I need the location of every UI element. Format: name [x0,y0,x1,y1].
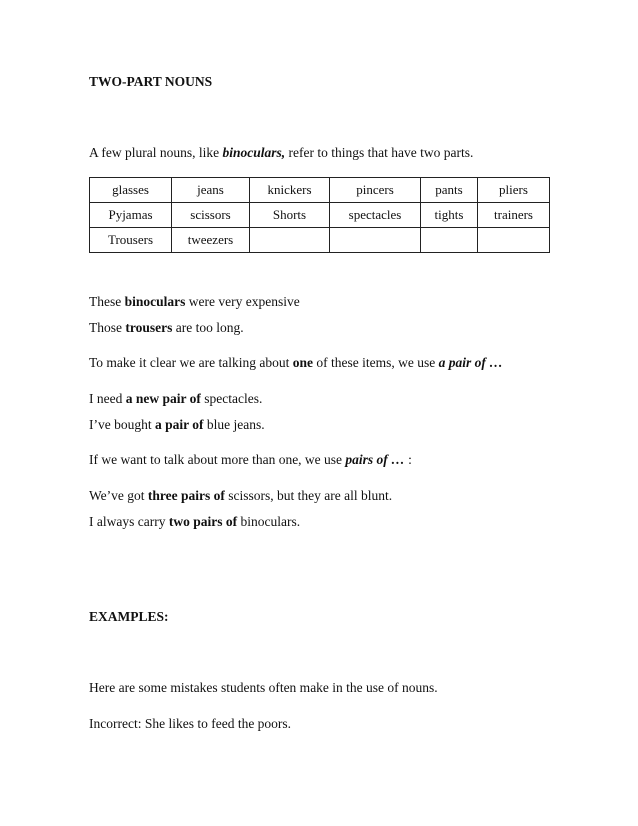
page-title: TWO-PART NOUNS [89,74,213,89]
rule-a-pair-of: To make it clear we are talking about one of these items, we use a pair of … [89,355,503,370]
table-cell: Pyjamas [90,203,172,228]
intro-text-after: refer to things that have two parts. [285,145,474,160]
table-cell: tweezers [172,228,250,253]
examples-heading: EXAMPLES: [89,609,169,624]
rule-emphasis: pairs of … [345,452,405,467]
table-cell: pincers [330,178,421,203]
example-spectacles: I need a new pair of spectacles. [89,391,263,406]
rule-bold: one [292,355,313,370]
example-trousers: Those trousers are too long. [89,320,244,335]
intro-paragraph [89,146,473,160]
table-cell: glasses [90,178,172,203]
example-bold: two pairs of [168,514,238,529]
table-cell: pliers [478,178,550,203]
example-bold: binoculars [124,294,186,309]
table-cell: jeans [172,178,250,203]
example-scissors: We’ve got three pairs of scissors, but they are all blunt. [89,488,393,503]
incorrect-example: Incorrect: She likes to feed the poors. [89,716,292,731]
example-bold: trousers [125,320,173,335]
table-row [90,178,550,203]
table-cell [250,228,330,253]
example-binoculars: These binoculars were very expensive [89,294,300,309]
table-cell: Trousers [90,228,172,253]
table-cell [421,228,478,253]
intro-emphasis: binoculars, [222,145,286,160]
rule-pairs-of: If we want to talk about more than one, we use pairs of … : [89,452,412,467]
example-binoculars-carry: I always carry two pairs of binoculars. [89,514,301,529]
example-bold: three pairs of [147,488,225,503]
table-cell: tights [421,203,478,228]
table-cell: pants [421,178,478,203]
table-cell: Shorts [250,203,330,228]
example-bold: a pair of [154,417,204,432]
intro-text-before: A few plural nouns, like [89,145,223,160]
two-part-nouns-table [89,177,550,253]
example-jeans: I’ve bought a pair of blue jeans. [89,417,265,432]
table-cell: spectacles [330,203,421,228]
rule-emphasis: a pair of … [438,355,503,370]
table-row [90,203,550,228]
mistakes-intro: Here are some mistakes students often make in the use of nouns. [89,680,438,695]
table-cell: trainers [478,203,550,228]
table-row [90,228,550,253]
table-cell: knickers [250,178,330,203]
table-cell: scissors [172,203,250,228]
example-bold: a new pair of [125,391,201,406]
table-cell [478,228,550,253]
table-cell [330,228,421,253]
